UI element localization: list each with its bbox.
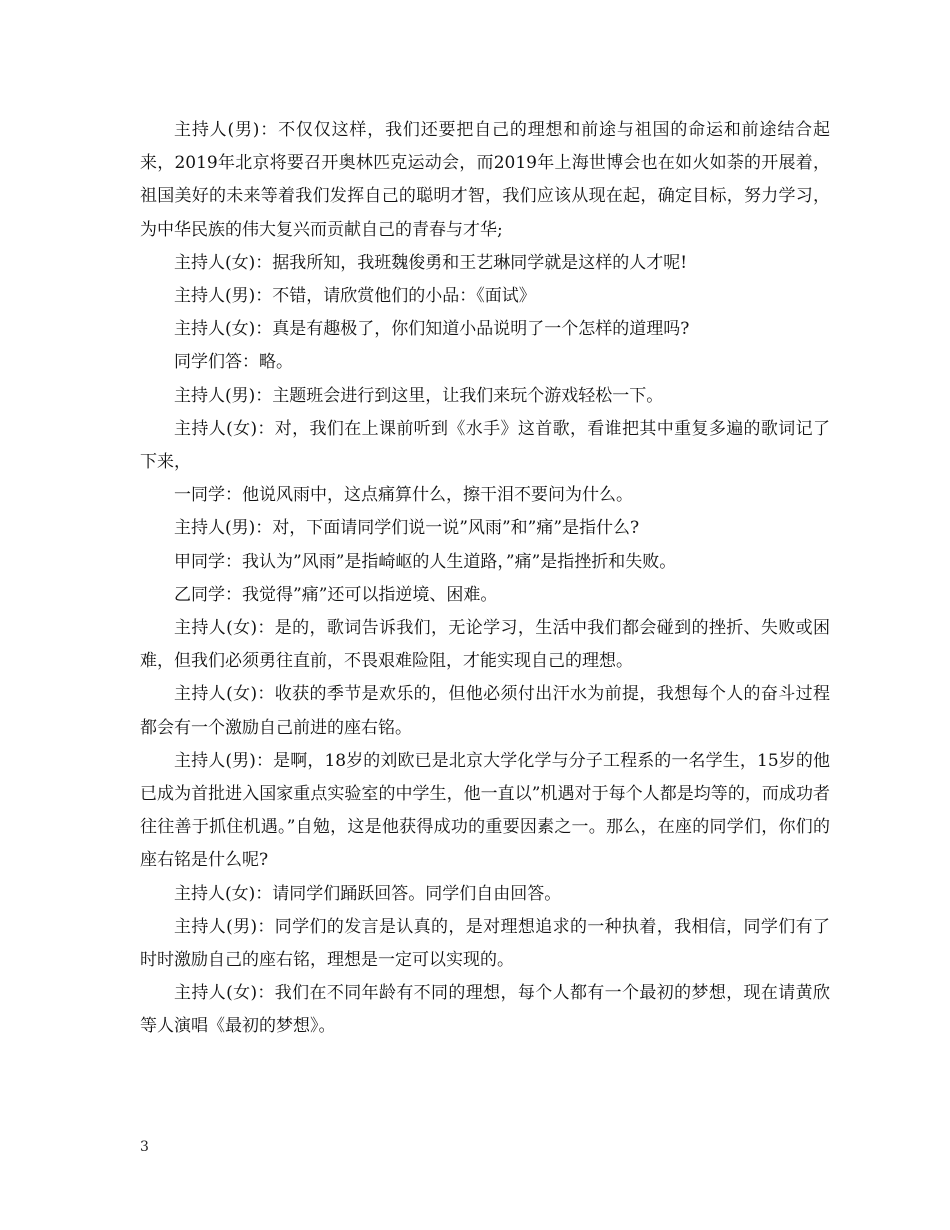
paragraph: 主持人(男)：是啊，18岁的刘欧已是北京大学化学与分子工程系的一名学生，15岁的他已成为首批进入国家重点实验室的中学生，他一直以”机遇对于每个人都是均等的，而成功者往往善于抓住机遇。”自勉，这是他获得成功的重要因素之一。那么，在座的同学们，你们的座右铭是什么呢? — [140, 750, 830, 871]
document-body — [140, 114, 830, 1044]
paragraph: 主持人(男)：主题班会进行到这里，让我们来玩个游戏轻松一下。 — [174, 385, 664, 406]
paragraph: 主持人(女)：据我所知，我班魏俊勇和王艺琳同学就是这样的人才呢! — [174, 252, 688, 273]
paragraph: 主持人(男)：同学们的发言是认真的，是对理想追求的一种执着，我相信，同学们有了时时激励自己的座右铭，理想是一定可以实现的。 — [140, 916, 830, 971]
paragraph: 一同学：他说风雨中，这点痛算什么，擦干泪不要问为什么。 — [174, 485, 633, 506]
paragraph: 主持人(女)：请同学们踊跃回答。同学们自由回答。 — [174, 883, 562, 904]
paragraph: 主持人(女)：收获的季节是欢乐的，但他必须付出汗水为前提，我想每个人的奋斗过程都会有一个激励自己前进的座右铭。 — [140, 684, 830, 738]
paragraph: 主持人(男)：对，下面请同学们说一说”风雨”和”痛”是指什么? — [174, 518, 640, 539]
paragraph: 主持人(男)：不错，请欣赏他们的小品：《面试》 — [174, 286, 536, 307]
paragraph: 主持人(女)：是的，歌词告诉我们，无论学习，生活中我们都会碰到的挫折、失败或困难，但我们必须勇往直前，不畏艰难险阻，才能实现自己的理想。 — [140, 618, 830, 672]
paragraph: 乙同学：我觉得”痛”还可以指逆境、困难。 — [174, 584, 498, 605]
paragraph: 主持人(女)：对，我们在上课前听到《水手》这首歌，看谁把其中重复多遍的歌词记了下来， — [140, 418, 830, 473]
paragraph: 同学们答：略。 — [174, 352, 293, 373]
paragraph: 主持人(女)：我们在不同年龄有不同的理想，每个人都有一个最初的梦想，现在请黄欣等人演唱《最初的梦想》。 — [140, 983, 830, 1037]
paragraph: 主持人(男)：不仅仅这样，我们还要把自己的理想和前途与祖国的命运和前途结合起来，2019年北京将要召开奥林匹克运动会，而2019年上海世博会也在如火如荼的开展着，祖国美好的未来等着我们发挥自己的聪明才智，我们应该从现在起，确定目标，努力学习，为中华民族的伟大复兴而贡献自己的青春与才华; — [140, 120, 830, 240]
page-number: 3 — [140, 1139, 149, 1155]
paragraph: 主持人(女)：真是有趣极了，你们知道小品说明了一个怎样的道理吗? — [174, 319, 690, 340]
paragraph: 甲同学：我认为”风雨”是指崎岖的人生道路，”痛”是指挫折和失败。 — [174, 551, 677, 572]
